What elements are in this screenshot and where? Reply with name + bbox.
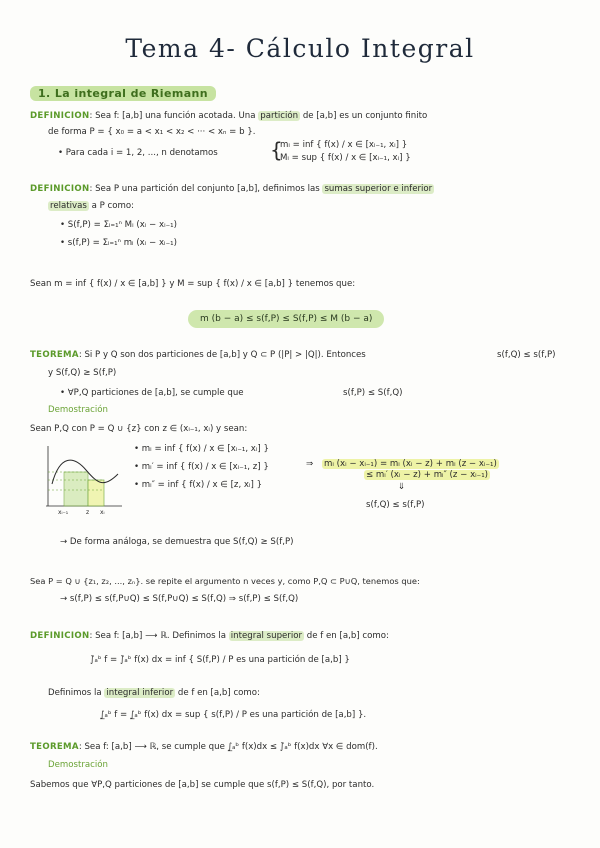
- def2-term: sumas superior e inferior: [324, 184, 433, 194]
- def2-term-b: relativas: [50, 201, 87, 211]
- riemann-graph: [44, 444, 124, 514]
- theorem2-text: : Sea f: [a,b] ⟶ ℝ, se cumple que ∫̲ₐᵇ f(x)dx ≤ ∫̄ₐᵇ f(x)dx ∀x ∈ dom(f).: [78, 742, 378, 752]
- sum-upper: • S(f,P) = Σᵢ₌₁ⁿ Mᵢ (xᵢ − xᵢ₋₁): [60, 220, 177, 230]
- def1-brace: {: [270, 138, 283, 162]
- def3-label: DEFINICION: [30, 631, 90, 641]
- theorem1-line1: [30, 350, 366, 360]
- proof1-r2-text: ≤ mᵢ′ (xᵢ − z) + mᵢ″ (z − xᵢ₋₁): [366, 470, 489, 480]
- boxed-inequality: m (b − a) ≤ s(f,P) ≤ S(f,P) ≤ M (b − a): [188, 310, 384, 328]
- def3-formula2: ∫̲ₐᵇ f = ∫̲ₐᵇ f(x) dx = sup { s(f,P) / P es una partición de [a,b] }.: [100, 710, 367, 720]
- axis-label-b: xᵢ: [100, 509, 105, 516]
- theorem1-right: s(f,Q) ≤ s(f,P): [497, 350, 556, 360]
- theorem1-label: TEOREMA: [30, 350, 79, 360]
- theorem1-line3-right: s(f,P) ≤ S(f,Q): [343, 388, 403, 398]
- axis-label-z: z: [86, 509, 90, 516]
- proof1-analog: → De forma análoga, se demuestra que S(f,Q) ≥ S(f,P): [60, 537, 294, 547]
- theorem1-line3: • ∀P,Q particiones de [a,b], se cumple que: [60, 388, 244, 398]
- theorem2-label: TEOREMA: [30, 742, 79, 752]
- def3-text: : Sea f: [a,b] ⟶ ℝ. Definimos la: [89, 631, 227, 641]
- def1-line2: de forma P = { x₀ = a < x₁ < x₂ < ··· < xₙ = b }.: [48, 127, 256, 137]
- def3-term2: integral inferior: [106, 688, 174, 698]
- demo2-label: Demostración: [48, 760, 108, 770]
- section-heading: 1. La integral de Riemann: [30, 86, 216, 101]
- page-title: Tema 4- Cálculo Integral: [125, 34, 475, 63]
- def1-term: partición: [260, 111, 299, 121]
- proof1-line1: Sean P,Q con P = Q ∪ {z} con z ∈ (xᵢ₋₁, xᵢ) y sean:: [30, 424, 248, 434]
- def3-text-c: Definimos la: [48, 688, 102, 698]
- def3-text-b: de f en [a,b] como:: [306, 631, 389, 641]
- def1-text: : Sea f: [a,b] una función acotada. Una: [89, 111, 256, 121]
- theorem1-text: : Si P y Q son dos particiones de [a,b] y Q ⊂ P (|P| > |Q|). Entonces: [78, 350, 366, 360]
- def3-text-d: de f en [a,b] como:: [177, 688, 260, 698]
- theorem2-line1: [30, 742, 378, 752]
- def2-line1: [30, 184, 434, 194]
- def3-formula: ∫̄ₐᵇ f = ∫̄ₐᵇ f(x) dx = inf { S(f,P) / P es una partición de [a,b] }: [90, 655, 350, 665]
- proof1-b2: • mᵢ′ = inf { f(x) / x ∈ [xᵢ₋₁, z] }: [134, 462, 269, 472]
- proof1-b3: • mᵢ″ = inf { f(x) / x ∈ [z, xᵢ] }: [134, 480, 263, 490]
- def1-label: DEFINICION: [30, 111, 90, 121]
- proof1-r1-text: mᵢ (xᵢ − xᵢ₋₁) = mᵢ (xᵢ − z) + mᵢ (z − xᵢ₋₁): [324, 459, 497, 469]
- def1-brace-line2: Mᵢ = sup { f(x) / x ∈ [xᵢ₋₁, xᵢ] }: [280, 153, 411, 163]
- rect-right: [88, 480, 104, 506]
- theorem2-line2: Sabemos que ∀P,Q particiones de [a,b] se cumple que s(f,P) ≤ S(f,Q), por tanto.: [30, 780, 375, 790]
- demo1-label: Demostración: [48, 405, 108, 415]
- down-arrow: ⇓: [398, 482, 406, 492]
- proof1-r1: [322, 459, 499, 469]
- def3-term: integral superior: [230, 631, 303, 641]
- def3-line2: [48, 688, 260, 698]
- sea-line2: → s(f,P) ≤ s(f,P∪Q) ≤ S(f,P∪Q) ≤ S(f,Q) ⇒ s(f,P) ≤ S(f,Q): [60, 594, 299, 604]
- proof1-r3: s(f,Q) ≤ s(f,P): [366, 500, 425, 510]
- def2-label: DEFINICION: [30, 184, 90, 194]
- def1-brace-line1: mᵢ = inf { f(x) / x ∈ [xᵢ₋₁, xᵢ] }: [280, 140, 408, 150]
- implies-arrow: ⇒: [306, 459, 314, 469]
- def2-text-b: a P como:: [91, 201, 135, 211]
- axis-label-a: xᵢ₋₁: [58, 509, 69, 516]
- rect-left: [64, 472, 88, 506]
- def1-line1: [30, 111, 427, 121]
- sean-line: Sean m = inf { f(x) / x ∈ [a,b] } y M = sup { f(x) / x ∈ [a,b] } tenemos que:: [30, 279, 356, 289]
- def3-line1: [30, 631, 389, 641]
- sum-lower: • s(f,P) = Σᵢ₌₁ⁿ mᵢ (xᵢ − xᵢ₋₁): [60, 238, 177, 248]
- def1-text-b: de [a,b] es un conjunto finito: [302, 111, 428, 121]
- proof1-b1: • mᵢ = inf { f(x) / x ∈ [xᵢ₋₁, xᵢ] }: [134, 444, 269, 454]
- sea-line1: Sea P = Q ∪ {z₁, z₂, ..., zₙ}. se repite el argumento n veces y, como P,Q ⊂ P∪Q, tenemos que:: [30, 576, 420, 586]
- def1-bullet: • Para cada i = 1, 2, ..., n denotamos: [58, 148, 218, 158]
- def2-line2: [48, 201, 134, 211]
- theorem1-line2: y S(f,Q) ≥ S(f,P): [48, 368, 117, 378]
- def2-text: : Sea P una partición del conjunto [a,b], definimos las: [89, 184, 320, 194]
- proof1-r2: [364, 470, 490, 480]
